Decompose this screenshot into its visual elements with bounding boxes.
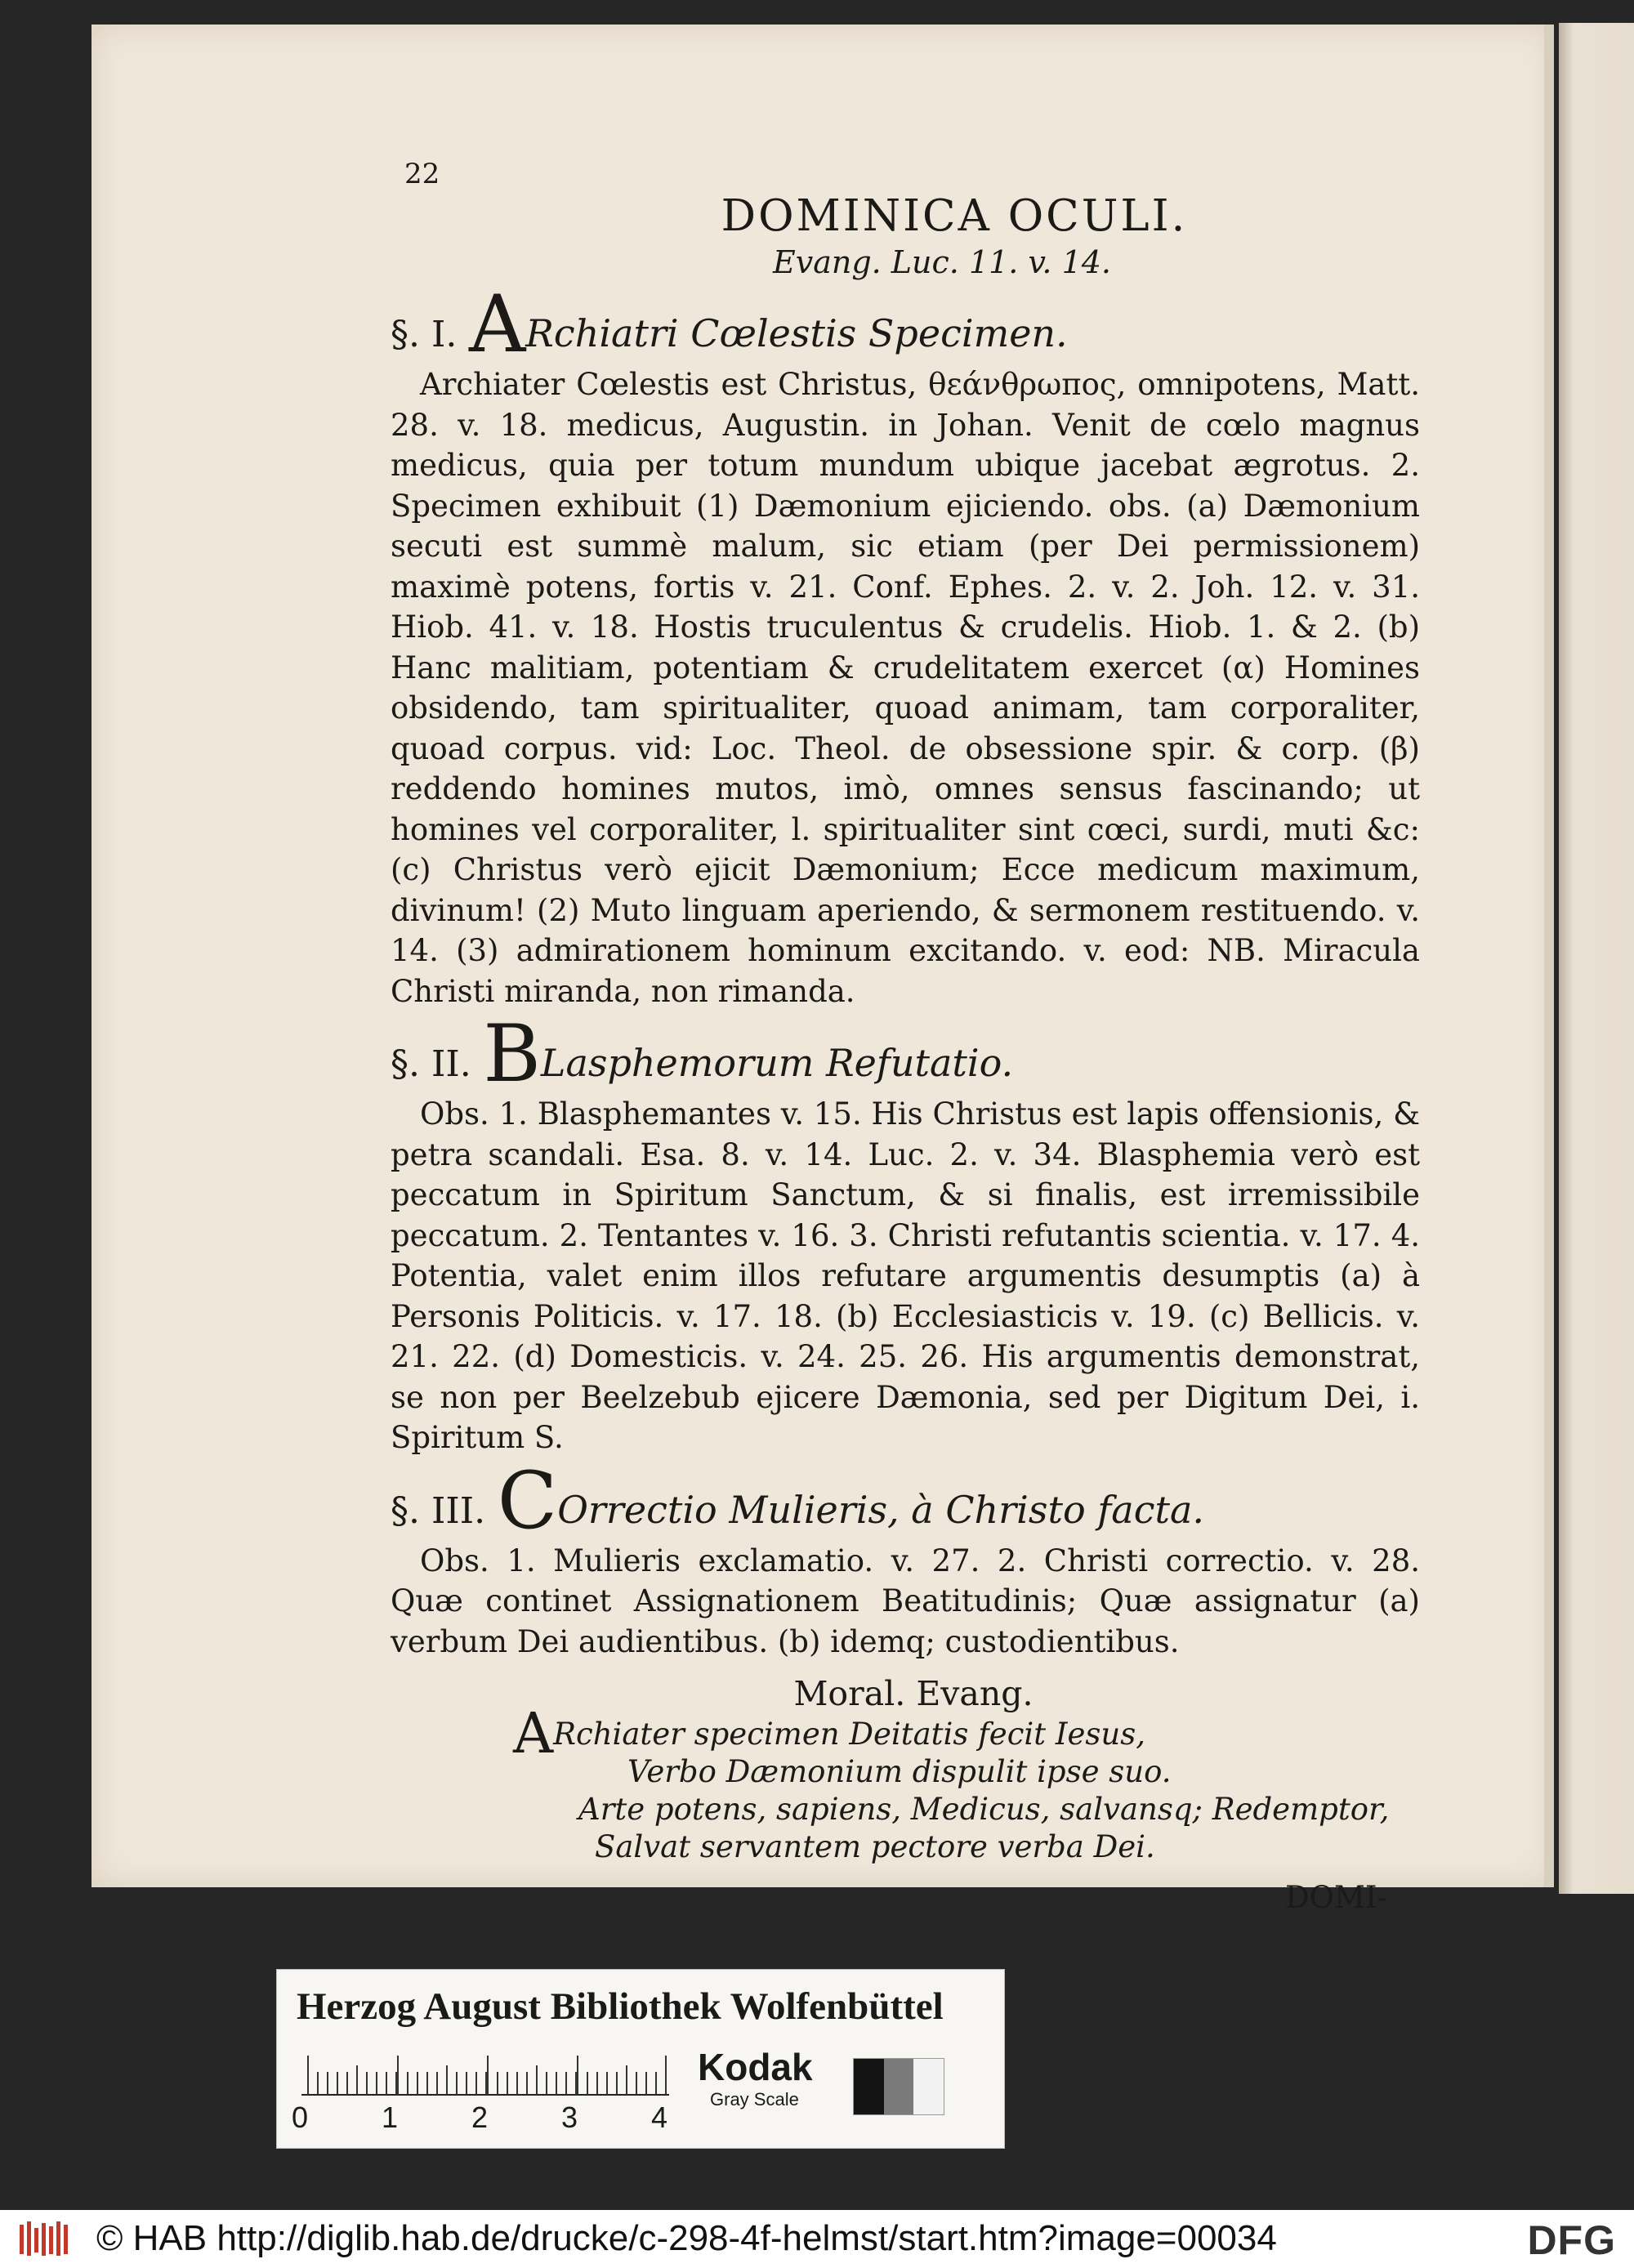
running-head: DOMINICA OCULI. xyxy=(721,191,1188,241)
adjacent-page-edge xyxy=(1559,23,1634,1894)
page-edge xyxy=(1544,25,1554,1887)
section-2-initial: B xyxy=(483,1008,541,1100)
section-3-number: §. III. xyxy=(391,1489,486,1532)
section-1-initial: A xyxy=(468,279,526,370)
verse-line-4: Salvat servantem pectore verba Dei. xyxy=(595,1829,1155,1864)
ruler-label: 1 xyxy=(382,2101,399,2134)
section-2-title-text: Lasphemorum Refutatio. xyxy=(540,1041,1014,1085)
section-1-body: Archiater Cœlestis est Christus, θεάνθρωπος, omnipotens, Matt. 28. v. 18. medicus, Augustin. in Johan. Venit de cœlo magnus medicus, quia per totum mundum ubique jacebat ægrotus. 2. Specimen exhibuit (1) Dæmonium ejiciendo. obs. (a) Dæmonium secuti est summè malum, sic etiam (per Dei permissionem) maximè potens, fortis v. 21. Conf. Ephes. 2. v. 2. Joh. 12. v. 31. Hiob. 41. v. 18. Hostis truculentus & crudelis. Hiob. 1. & 2. (b) Hanc malitiam, potentiam & crudelitatem exercet (α) Homines obsidendo, tam spiritualiter, quoad animam, tam corporaliter, quoad corpus. vid: Loc. Theol. de obsessione spir. & corp. (β) reddendo homines mutos, imò, omnes sensus fascinando; ut homines vel corporaliter, l. spiritualiter sint cœci, surdi, muti &c: (c) Christus verò ejicit Dæmonium; Ecce medicum maximum, divinum! (2) Muto linguam aperiendo, & sermonem restituendo. v. 14. (3) admirationem hominum excitando. v. eod: NB. Miracula Christi miranda, non rimanda. xyxy=(391,367,1420,1009)
section-1-number: §. I. xyxy=(391,314,458,355)
ruler-label: 2 xyxy=(471,2101,489,2134)
verse-line-3: Arte potens, sapiens, Medicus, salvansq; Redemptor, xyxy=(578,1792,1390,1827)
hab-logo-icon xyxy=(18,2220,75,2257)
verse-line-2: Verbo Dæmonium dispulit ipse suo. xyxy=(627,1754,1172,1789)
ruler-label: 0 xyxy=(292,2101,309,2134)
color-target-card xyxy=(276,1969,1005,2149)
verse-line-1-text: Rchiater specimen Deitatis fecit Iesus, xyxy=(553,1717,1145,1752)
footer-copyright-url: © HAB http://diglib.hab.de/drucke/c-298-4f-helmst/start.htm?image=00034 xyxy=(96,2218,1277,2258)
gray-patch-mid xyxy=(884,2059,914,2114)
dfg-logo: DFG xyxy=(1527,2217,1616,2263)
section-3-title-text: Orrectio Mulieris, à Christo facta. xyxy=(557,1487,1205,1532)
verse-line-1 xyxy=(513,1702,1420,1766)
section-3-title xyxy=(391,1454,1420,1547)
catchword: DOMI- xyxy=(1284,1880,1387,1915)
page-number: 22 xyxy=(404,158,440,190)
gray-patch-light xyxy=(913,2059,944,2114)
gray-scale-label: Gray Scale xyxy=(710,2089,799,2110)
ruler-label: 3 xyxy=(561,2101,578,2134)
ruler-scale xyxy=(301,2047,677,2096)
kodak-logo: Kodak xyxy=(698,2046,813,2088)
section-2-title xyxy=(391,1008,1420,1100)
verse-initial: A xyxy=(513,1702,554,1766)
library-name: Herzog August Bibliothek Wolfenbüttel xyxy=(297,1985,944,2028)
section-3-body: Obs. 1. Mulieris exclamatio. v. 27. 2. Christi correctio. v. 28. Quæ continet Assignationem Beatitudinis; Quæ assignatur (a) verbum Dei audientibus. (b) idemq; custodientibus. xyxy=(391,1543,1420,1659)
section-1-title-text: Rchiatri Cœlestis Specimen. xyxy=(525,311,1068,355)
section-3-initial: C xyxy=(497,1454,558,1547)
section-2-body: Obs. 1. Blasphemantes v. 15. His Christus est lapis offensionis, & petra scandali. Esa. 8. v. 14. Luc. 2. v. 34. Blasphemia verò est peccatum in Spiritum Sanctum, & si finalis, est irremissibile peccatum. 2. Tentantes v. 16. 3. Christi refutantis scientia. v. 17. 4. Potentia, valet enim illos refutare argumentis desumptis (a) à Personis Politicis. v. 17. 18. (b) Ecclesiasticis v. 19. (c) Bellicis. v. 21. 22. (d) Domesticis. v. 24. 25. 26. His argumentis demonstrat, se non per Beelzebub ejicere Dæmonia, sed per Digitum Dei, i. Spiritum S. xyxy=(391,1096,1420,1455)
section-2-number: §. II. xyxy=(391,1043,471,1085)
moral-heading: Moral. Evang. xyxy=(793,1674,1034,1713)
gospel-reference: Evang. Luc. 11. v. 14. xyxy=(772,244,1112,280)
gray-scale-patches xyxy=(853,2058,944,2115)
page-text xyxy=(391,151,1420,1918)
section-1-title xyxy=(391,279,1420,370)
gray-patch-dark xyxy=(854,2059,884,2114)
footer-bar xyxy=(0,2210,1634,2268)
ruler-label: 4 xyxy=(651,2101,668,2134)
